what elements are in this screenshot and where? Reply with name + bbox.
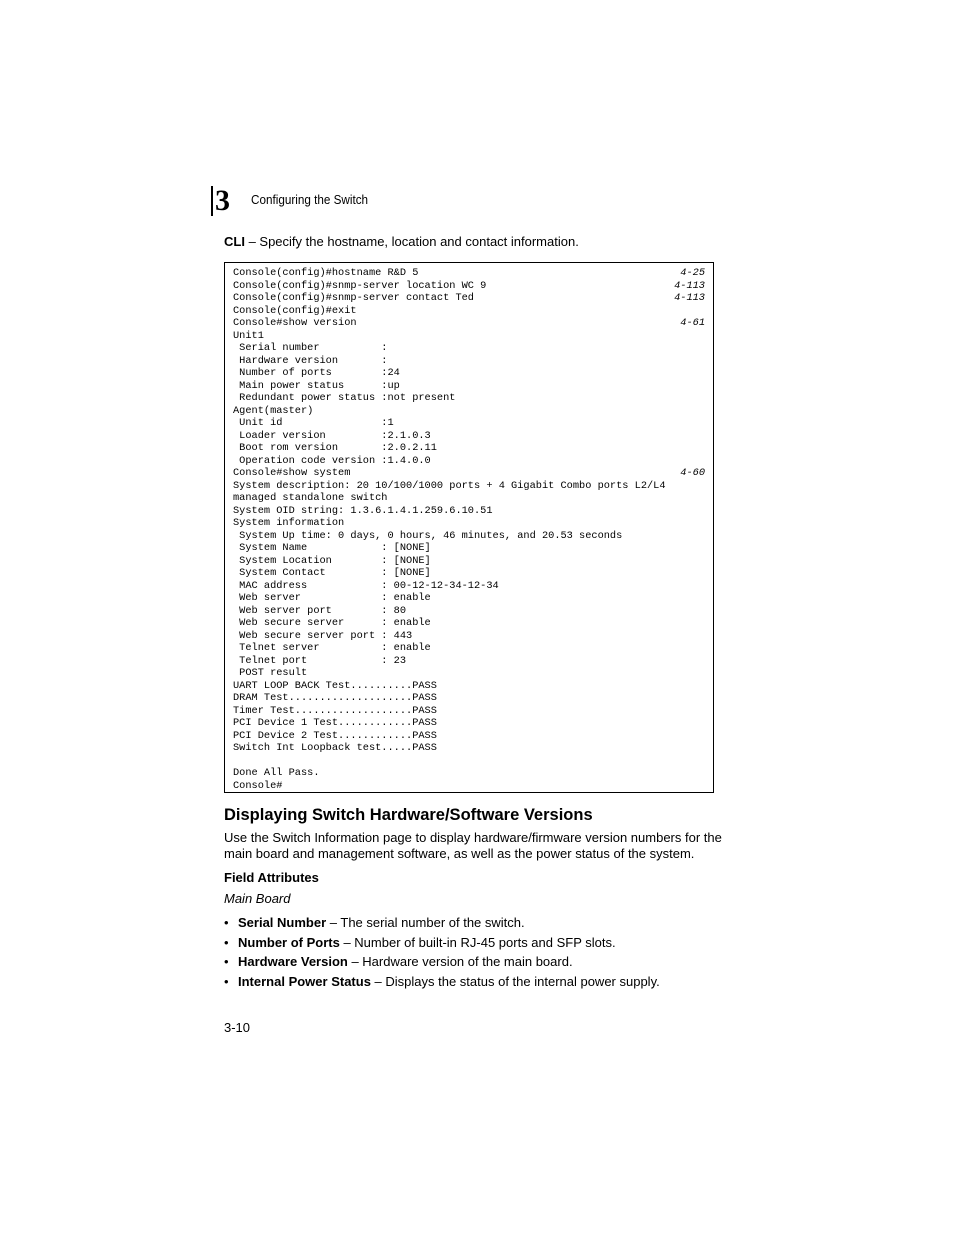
code-text: DRAM Test....................PASS <box>233 692 437 704</box>
code-line <box>233 305 705 318</box>
code-line <box>233 680 705 693</box>
running-title: Configuring the Switch <box>251 192 369 207</box>
code-text: managed standalone switch <box>233 492 388 504</box>
code-text: System OID string: 1.3.6.1.4.1.259.6.10.51 <box>233 504 493 517</box>
code-line <box>233 405 705 418</box>
code-text: Agent(master) <box>233 404 314 417</box>
code-line <box>233 480 705 493</box>
code-text: Operation code version :1.4.0.0 <box>233 454 431 467</box>
code-page-ref: 4-60 <box>680 467 705 479</box>
code-text: PCI Device 2 Test............PASS <box>233 729 437 742</box>
code-line <box>233 342 705 355</box>
code-text: Done All Pass. <box>233 767 320 779</box>
code-text: Redundant power status :not present <box>233 392 456 404</box>
page-number: 3-10 <box>224 1020 251 1035</box>
code-text: System description: 20 10/100/1000 ports + 4 Gigabit Combo ports L2/L4 <box>233 479 666 492</box>
code-line <box>233 605 705 618</box>
code-text: Serial number : <box>233 342 388 354</box>
code-line <box>233 767 705 780</box>
code-text: PCI Device 1 Test............PASS <box>233 717 437 729</box>
code-line <box>233 542 705 555</box>
bullet-marker: • <box>224 954 229 969</box>
code-page-ref: 4-113 <box>674 292 705 304</box>
code-line <box>233 317 705 330</box>
code-line <box>233 592 705 605</box>
bullet-term: Serial Number <box>238 915 327 930</box>
code-line <box>233 617 705 630</box>
code-text: Boot rom version :2.0.2.11 <box>233 442 437 454</box>
bullet-term: Internal Power Status <box>238 974 371 989</box>
code-text: Web server port : 80 <box>233 604 407 617</box>
code-line <box>233 430 705 443</box>
code-text: Number of ports :24 <box>233 367 400 379</box>
code-line <box>233 517 705 530</box>
bullet-desc: – Hardware version of the main board. <box>347 954 573 969</box>
bullet-desc: – The serial number of the switch. <box>326 915 525 930</box>
code-text: Web server : enable <box>233 592 431 604</box>
code-line <box>233 567 705 580</box>
code-line <box>233 742 705 755</box>
code-text: System Location : [NONE] <box>233 554 431 567</box>
code-text: Web secure server : enable <box>233 617 431 629</box>
code-line <box>233 330 705 343</box>
code-line <box>233 717 705 730</box>
cli-intro-text: – Specify the hostname, location and contact information. <box>244 234 579 249</box>
chapter-number: 3 <box>211 186 230 216</box>
code-line <box>233 367 705 380</box>
code-line <box>233 492 705 505</box>
code-text: Console(config)#exit <box>233 304 357 317</box>
code-line <box>233 755 705 768</box>
code-page-ref: 4-113 <box>674 279 705 292</box>
code-text: MAC address : 00-12-12-34-12-34 <box>233 579 499 592</box>
code-line <box>233 355 705 368</box>
code-line <box>233 530 705 543</box>
code-text: System Name : [NONE] <box>233 542 431 554</box>
code-text: Telnet port : 23 <box>233 654 407 667</box>
code-line <box>233 417 705 430</box>
code-page-ref: 4-61 <box>680 317 705 329</box>
bullet-marker: • <box>224 935 229 950</box>
code-text: Console(config)#hostname R&D 5 <box>233 267 419 279</box>
code-text: Loader version :2.1.0.3 <box>233 429 431 442</box>
code-line <box>233 392 705 405</box>
code-text: Hardware version : <box>233 354 388 367</box>
code-text: System information <box>233 517 345 529</box>
code-line <box>233 630 705 643</box>
code-line <box>233 292 705 305</box>
code-text: Main power status :up <box>233 379 400 392</box>
code-line <box>233 442 705 455</box>
code-line <box>233 580 705 593</box>
cli-label: CLI <box>224 234 245 249</box>
code-text: Timer Test...................PASS <box>233 704 437 717</box>
code-example-box <box>224 262 714 793</box>
code-line <box>233 455 705 468</box>
code-line <box>233 642 705 655</box>
main-board-heading: Main Board <box>224 891 291 906</box>
code-text: Unit id :1 <box>233 417 394 429</box>
field-attributes-heading: Field Attributes <box>224 870 319 885</box>
code-text: Console#show version <box>233 317 357 329</box>
code-line <box>233 280 705 293</box>
bullet-marker: • <box>224 974 229 989</box>
section-title: Displaying Switch Hardware/Software Versions <box>224 806 593 824</box>
bullet-desc: – Displays the status of the internal power supply. <box>370 974 660 989</box>
code-text: Console# <box>233 779 283 792</box>
cli-intro <box>224 234 579 249</box>
bullet-term: Hardware Version <box>238 954 348 969</box>
code-text: Console(config)#snmp-server contact Ted <box>233 292 474 304</box>
code-text: POST result <box>233 667 308 679</box>
code-line <box>233 667 705 680</box>
code-text: System Up time: 0 days, 0 hours, 46 minutes, and 20.53 seconds <box>233 529 623 542</box>
code-text: Console(config)#snmp-server location WC 9 <box>233 279 487 292</box>
section-paragraph: Use the Switch Information page to display hardware/firmware version numbers for the main board and management software, as well as the power status of the system. <box>224 830 722 861</box>
bullet-desc: – Number of built-in RJ-45 ports and SFP slots. <box>339 935 616 950</box>
code-text: Telnet server : enable <box>233 642 431 654</box>
bullet-marker: • <box>224 915 229 930</box>
code-page-ref: 4-25 <box>680 267 705 279</box>
code-line <box>233 692 705 705</box>
code-line <box>233 267 705 280</box>
code-text: Switch Int Loopback test.....PASS <box>233 742 437 754</box>
bullet-term: Number of Ports <box>238 935 340 950</box>
code-line <box>233 780 705 793</box>
code-line <box>233 467 705 480</box>
code-line <box>233 655 705 668</box>
code-text: System Contact : [NONE] <box>233 567 431 579</box>
code-text: Web secure server port : 443 <box>233 629 413 642</box>
code-line <box>233 705 705 718</box>
code-line <box>233 730 705 743</box>
code-text: Unit1 <box>233 329 264 342</box>
code-text: UART LOOP BACK Test..........PASS <box>233 679 437 692</box>
code-text: Console#show system <box>233 467 351 479</box>
code-line <box>233 505 705 518</box>
code-line <box>233 380 705 393</box>
code-line <box>233 555 705 568</box>
